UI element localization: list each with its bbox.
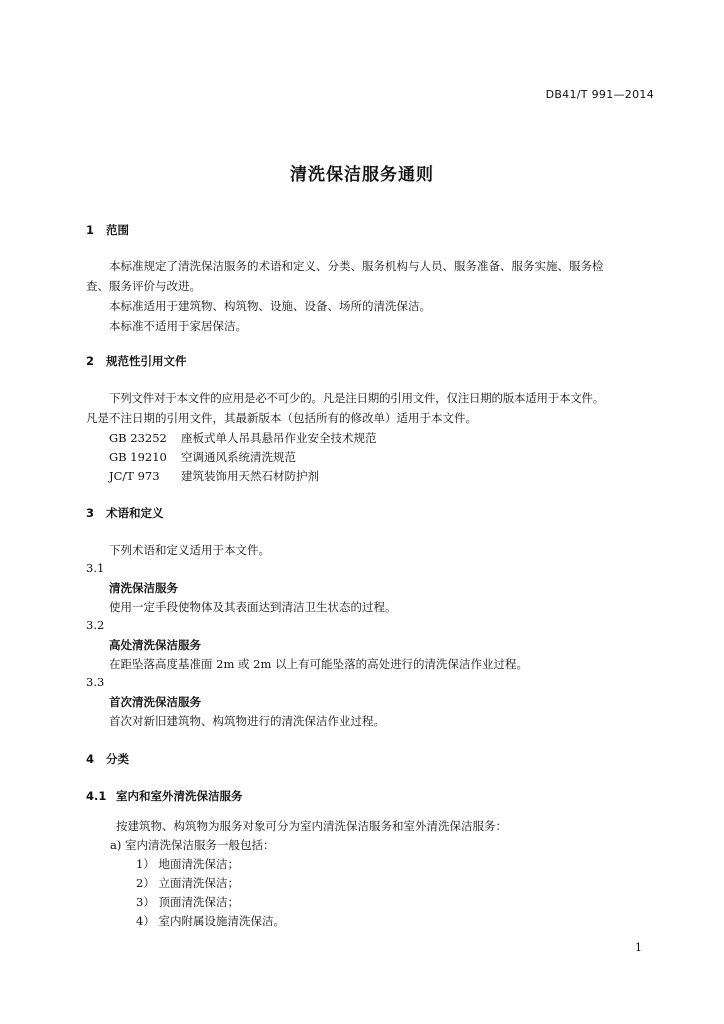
section-number: 1	[86, 223, 95, 237]
section-number: 3	[86, 506, 95, 520]
term-number: 3.1	[86, 561, 105, 575]
reference-code: JC/T 973	[109, 469, 160, 483]
reference-code: GB 19210	[109, 450, 167, 464]
list-subitem: 1） 地面清洗保洁；	[136, 857, 239, 871]
paragraph: 下列文件对于本文件的应用是必不可少的。凡是注日期的引用文件，仅注日期的版本适用于本文件。	[109, 391, 604, 405]
reference-code: GB 23252	[109, 431, 167, 445]
section-title: 范围	[106, 223, 129, 237]
section-number: 4	[86, 752, 95, 766]
term-name: 清洗保洁服务	[109, 581, 178, 595]
paragraph: 本标准规定了清洗保洁服务的术语和定义、分类、服务机构与人员、服务准备、服务实施、服务检	[109, 259, 604, 273]
section-2-heading	[86, 353, 187, 369]
section-3-heading	[86, 505, 164, 521]
reference-item	[109, 430, 377, 446]
paragraph: 凡是不注日期的引用文件，其最新版本（包括所有的修改单）适用于本文件。	[86, 411, 477, 425]
term-definition: 首次对新旧建筑物、构筑物进行的清洗保洁作业过程。	[109, 714, 385, 728]
page-number: 1	[635, 941, 642, 954]
standard-number: DB41/T 991—2014	[545, 88, 654, 101]
paragraph: 下列术语和定义适用于本文件。	[109, 543, 270, 557]
term-definition: 在距坠落高度基准面 2m 或 2m 以上有可能坠落的高处进行的清洗保洁作业过程。	[109, 657, 529, 671]
section-title: 分类	[106, 752, 129, 766]
section-title: 术语和定义	[106, 506, 164, 520]
term-name: 高处清洗保洁服务	[109, 638, 201, 652]
term-number: 3.2	[86, 618, 105, 632]
subsection-4-1-heading	[86, 788, 243, 804]
document-title: 清洗保洁服务通则	[290, 165, 434, 185]
paragraph: 本标准不适用于家居保洁。	[109, 319, 247, 333]
reference-title: 座板式单人吊具悬吊作业安全技术规范	[181, 431, 377, 445]
paragraph: 按建筑物、构筑物为服务对象可分为室内清洗保洁服务和室外清洗保洁服务：	[116, 819, 507, 833]
term-name: 首次清洗保洁服务	[109, 695, 201, 709]
reference-title: 空调通风系统清洗规范	[181, 450, 296, 464]
list-subitem: 2） 立面清洗保洁；	[136, 876, 239, 890]
term-definition: 使用一定手段使物体及其表面达到清洁卫生状态的过程。	[109, 600, 397, 614]
section-4-heading	[86, 751, 129, 767]
term-number: 3.3	[86, 675, 105, 689]
section-1-heading	[86, 222, 129, 238]
section-number: 2	[86, 354, 95, 368]
section-title: 规范性引用文件	[106, 354, 187, 368]
subsection-title: 室内和室外清洗保洁服务	[116, 789, 243, 803]
list-subitem: 3） 顶面清洗保洁；	[136, 895, 239, 909]
reference-item	[109, 449, 296, 465]
subsection-number: 4.1	[86, 789, 107, 803]
reference-item	[109, 468, 319, 484]
list-subitem: 4） 室内附属设施清洗保洁。	[136, 914, 285, 928]
paragraph: 查、服务评价与改进。	[86, 279, 201, 293]
reference-title: 建筑装饰用天然石材防护剂	[181, 469, 319, 483]
list-item: a) 室内清洗保洁服务一般包括：	[110, 838, 275, 852]
paragraph: 本标准适用于建筑物、构筑物、设施、设备、场所的清洗保洁。	[109, 299, 431, 313]
